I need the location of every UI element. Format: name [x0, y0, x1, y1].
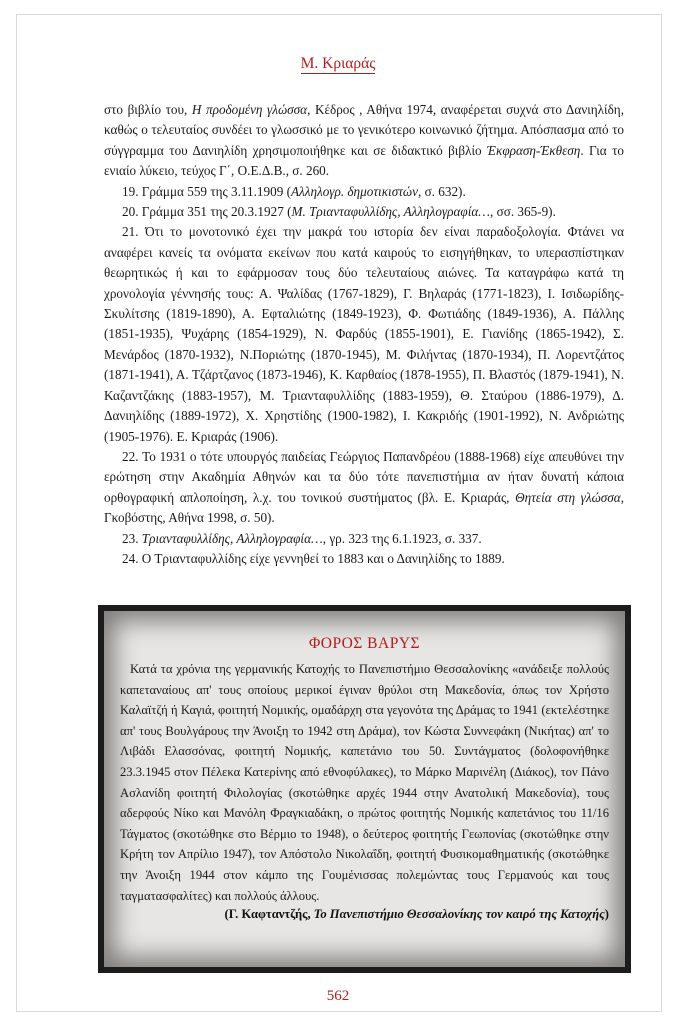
note-22: [104, 447, 624, 529]
book-title: Μ. Τριανταφυλλίδης, Αλληλογραφία…: [291, 204, 491, 220]
book-title: Τριανταφυλλίδης, Αλληλογραφία…: [141, 530, 323, 546]
text-run: 22. Το 1931 ο τότε υπουργός παιδείας Γεώργιος Παπανδρέου (1888-1968) είχε απευθύνει την ερώτηση στην Ακαδημία Αθηνών και τα δύο τότε πανεπιστήμια αν ήταν δυνατή κάποια ορθογραφική απλοποίηση, λ.χ. του τονικού συστήματος (βλ. Ε. Κριαράς,: [104, 448, 624, 505]
note-19: [104, 182, 624, 202]
text-run: , Γκοβόστης, Αθήνα 1998, σ. 50).: [104, 489, 624, 526]
author-name: Μ. Κριαράς: [300, 55, 376, 72]
text-run: στο βιβλίο του,: [104, 102, 192, 117]
book-title: Έκφραση-Έκθεση: [487, 142, 581, 158]
page-number: 562: [326, 988, 350, 1004]
text-run: , γρ. 323 της 6.1.1923, σ. 337.: [322, 530, 482, 546]
note-continuation: [104, 100, 624, 182]
running-header: [0, 55, 676, 73]
endnotes: [104, 100, 624, 569]
source-author: (Γ. Καφταντζής,: [224, 907, 314, 922]
sidebar-box: [98, 605, 631, 973]
sidebar-box-content: [104, 611, 625, 967]
source-title: Το Πανεπιστήμιο Θεσσαλονίκης τον καιρό της Κατοχής: [313, 907, 605, 922]
note-21: 21. Ότι το μονοτονικό έχει την μακρά του ιστορία δεν είναι παραδοξολογία. Φτάνει να αναφέρει κανείς τα ονόματα εκείνων που κατά καιρούς το εισηγήθηκαν, το υπερασπίστηκαν θεωρητικώς ή και το εφάρμοσαν τους δύο τελευταίους αιώνες. Τα καταγράφω κατά τη χρονολογία γέννησής τους: Α. Ψαλίδας (1767-1829), Γ. Βηλαράς (1771-1823), Ι. Ισιδωρίδης-Σκυλίτσης (1819-1890), Α. Εφταλιώτης (1849-1923), Φ. Φωτιάδης (1849-1936), Α. Πάλλης (1851-1935), Ψυχάρης (1854-1929), Ν. Φαρδύς (1855-1901), Ε. Γιανίδης (1865-1942), Σ. Μενάρδος (1870-1932), Ν.Ποριώτης (1870-1945), Μ. Φιλήντας (1870-1934), Π. Λορεντζάτος (1871-1941), Α. Τζάρτζανος (1873-1946), Κ. Καρθαίος (1878-1955), Π. Βλαστός (1879-1941), Ν. Καζαντζάκης (1883-1957), Μ. Τριανταφυλλίδης (1883-1959), Θ. Σταύρου (1886-1979), Δ. Δανιηλίδης (1889-1972), Χ. Χρηστίδης (1900-1982), Ι. Κακριδής (1901-1992), Ν. Ανδριώτης (1905-1976). Ε. Κριαράς (1906).: [104, 224, 624, 444]
text-run: 19. Γράμμα 559 της 3.11.1909 (: [122, 183, 291, 199]
box-text: Κατά τα χρόνια της γερμανικής Κατοχής το Πανεπιστήμιο Θεσσαλονίκης «ανάδειξε πολλούς καπεταναίους απ' τους οποίους μερικοί έγιναν θρύλοι στη Μακεδονία, όπως τον Χρήστο Καλαϊτζή ή Καγιά, φοιτητή Νομικής, ομαδάρχη στα γεγονότα της Δράμας το 1941 (εκτελέστηκε απ' τους Βουλγάρους την Άνοιξη το 1942 στη Δράμα), τον Κώστα Συννεφάκη (Νικήτας) απ' το Λιβάδι Ελασσόνας, φοιτητή Νομικής, καπετάνιο του 50. Συντάγματος (δολοφονήθηκε 23.3.1945 στον Πέλεκα Κατερίνης από εθνοφύλακες), το Μάρκο Μαρινέλη (Διάκος), τον Πάνο Ασλανίδη φοιτητή Φιλολογίας (σκοτώθηκε αρχές 1944 στην Ανατολική Μακεδονία), τους αδερφούς Νίκο και Μανόλη Φραγκιαδάκη, ο πρώτος φοιτητής Νομικής καπετάνιος του 11/16 Τάγματος (σκοτώθηκε στο Βέρμιο το 1948), ο δεύτερος φοιτητής Γεωπονίας (σκοτώθηκε στην Κρήτη τον Απρίλιο 1947), τον Απόστολο Νικολαΐδη, φοιτητή Φυσικομαθηματικής (σκοτώθηκε την Άνοιξη 1944 στον κάμπο της Γουμένισσας πολεμώντας τους Γερμανούς και τους ταγματασφαλίτες) και πολλούς άλλους.: [120, 662, 609, 903]
box-source: [120, 907, 609, 922]
text-run: , σσ. 365-9).: [490, 204, 556, 220]
box-title: ΦΟΡΟΣ ΒΑΡΥΣ: [308, 635, 421, 652]
note-24: 24. Ο Τριανταφυλλίδης είχε γεννηθεί το 1883 και ο Δανιηλίδης το 1889.: [122, 550, 505, 566]
text-run: 23.: [122, 530, 142, 546]
text-run: , σ. 632).: [417, 183, 466, 199]
book-title: Αλληλογρ. δημοτικιστών: [290, 183, 418, 199]
text-run: 20. Γράμμα 351 της 20.3.1927 (: [122, 204, 292, 220]
source-close: ): [604, 907, 609, 922]
text-run: , Κέδρος , Αθήνα 1974, αναφέρεται συχνά στο Δανιηλίδη, καθώς ο τελευταίος συνδέει το γλωσσικό με το γενικότερο κοινωνικό ζήτημα. Απόσπασμα από το σύγγραμμα του Δανιηλίδη χρησιμοποιήθηκε και σε διδακτικό βιβλίο: [104, 102, 624, 158]
book-title: Η προδομένη γλώσσα: [191, 102, 308, 117]
text-run: . Για το ενιαίο λύκειο, τεύχος Γ΄, Ο.Ε.Δ.Β., σ. 260.: [104, 142, 624, 179]
note-20: [104, 202, 624, 222]
note-23: [104, 529, 624, 549]
book-title: Θητεία στη γλώσσα: [515, 489, 621, 505]
